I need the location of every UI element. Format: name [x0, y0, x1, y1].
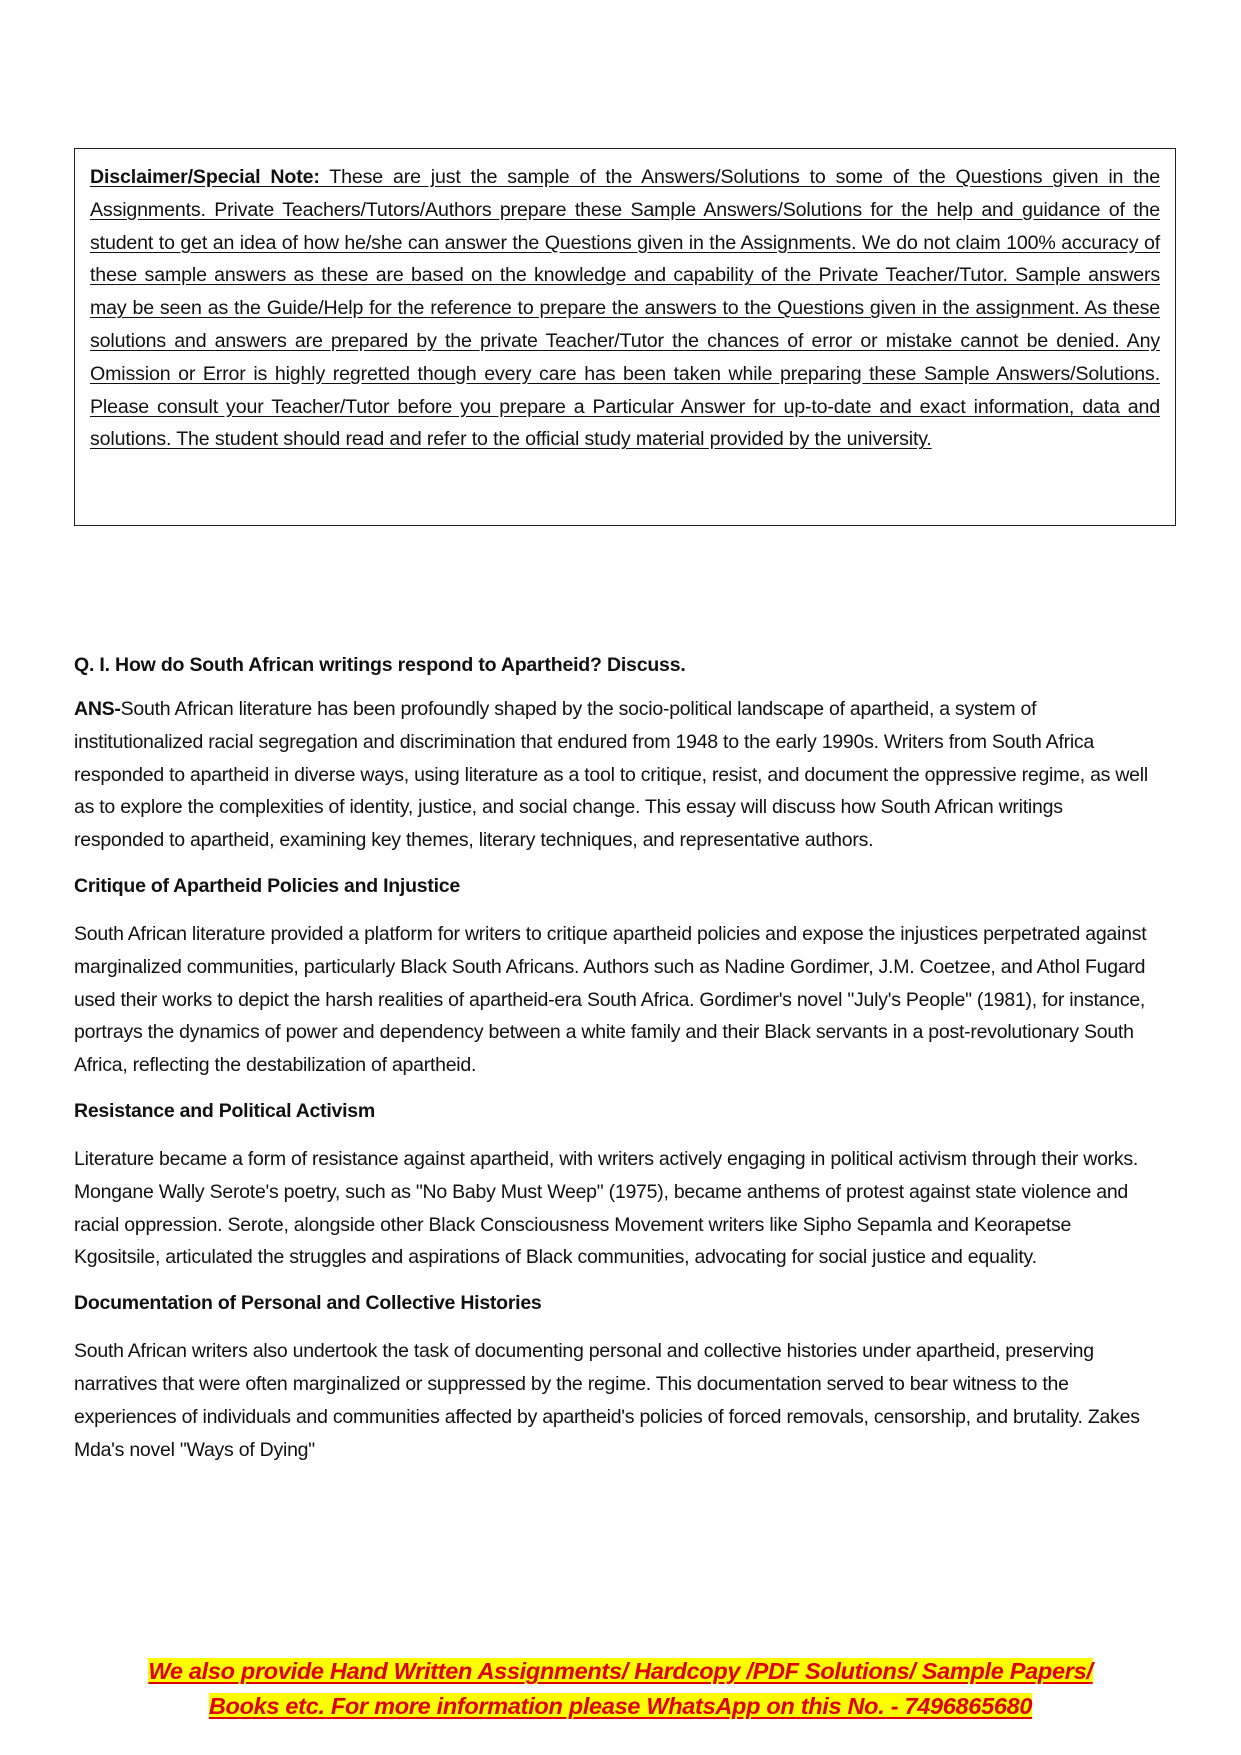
- section-body: Literature became a form of resistance against apartheid, with writers actively engaging in political activism through their works. Mongane Wally Serote's poetry, such as "No Baby Must Weep" (1975), became anthems of protest against state violence and racial oppression. Serote, alongside other Black Consciousness Movement writers like Sipho Sepamla and Keorapetse Kgositsile, articulated the struggles and aspirations of Black communities, advocating for social justice and equality.: [74, 1147, 1139, 1269]
- promo-line-1: We also provide Hand Written Assignments/ Hardcopy /PDF Solutions/ Sample Papers/: [148, 1658, 1093, 1684]
- question-title: Q. I. How do South African writings respond to Apartheid? Discuss.: [74, 654, 686, 676]
- answer-intro: [74, 693, 1154, 857]
- section-body: South African literature provided a platform for writers to critique apartheid policies and expose the injustices perpetrated against marginalized communities, particularly Black South Africans. Authors such as Nadine Gordimer, J.M. Coetzee, and Athol Fugard used their works to depict the harsh realities of apartheid-era South Africa. Gordimer's novel "July's People" (1981), for instance, portrays the dynamics of power and dependency between a white family and their Black servants in a post-revolutionary South Africa, reflecting the destabilization of apartheid.: [74, 922, 1147, 1077]
- section-heading: Resistance and Political Activism: [74, 1099, 375, 1122]
- section-heading: Documentation of Personal and Collective Histories: [74, 1292, 542, 1315]
- disclaimer-box: [74, 148, 1176, 526]
- disclaimer-text: [90, 161, 1160, 456]
- disclaimer-body: These are just the sample of the Answers/Solutions to some of the Questions given in the Assignments. Private Teachers/Tutors/Authors prepare these Sample Answers/Solutions for the help and guidance of the student to get an idea of how he/she can answer the Questions given in the Assignments. We do not claim 100% accuracy of these sample answers as these are based on the knowledge and capability of the Private Teacher/Tutor. Sample answers may be seen as the Guide/Help for the reference to prepare the answers to the Questions given in the assignment. As these solutions and answers are prepared by the private Teacher/Tutor the chances of error or mistake cannot be denied. Any Omission or Error is highly regretted though every care has been taken while preparing these Sample Answers/Solutions. Please consult your Teacher/Tutor before you prepare a Particular Answer for up-to-date and exact information, data and solutions. The student should read and refer to the official study material provided by the university.: [90, 166, 1161, 451]
- document-content: [74, 650, 1154, 1480]
- answer-label: ANS-: [74, 698, 121, 720]
- answer-intro-text: South African literature has been profoundly shaped by the socio-political landscape of apartheid, a system of institutionalized racial segregation and discrimination that endured from 1948 to the early 1990s. Writers from South Africa responded to apartheid in diverse ways, using literature as a tool to critique, resist, and document the oppressive regime, as well as to explore the complexities of identity, justice, and social change. This essay will discuss how South African writings responded to apartheid, examining key themes, literary techniques, and representative authors.: [74, 698, 1148, 852]
- promo-line-2: Books etc. For more information please WhatsApp on this No. - 7496865680: [208, 1693, 1033, 1719]
- disclaimer-label: Disclaimer/Special Note:: [90, 166, 320, 188]
- promo-footer: [0, 1654, 1241, 1724]
- section-heading: Critique of Apartheid Policies and Injustice: [74, 874, 460, 897]
- section-body: South African writers also undertook the task of documenting personal and collective histories under apartheid, preserving narratives that were often marginalized or suppressed by the regime. This documentation served to bear witness to the experiences of individuals and communities affected by apartheid's policies of forced removals, censorship, and brutality. Zakes Mda's novel "Ways of Dying": [74, 1340, 1140, 1461]
